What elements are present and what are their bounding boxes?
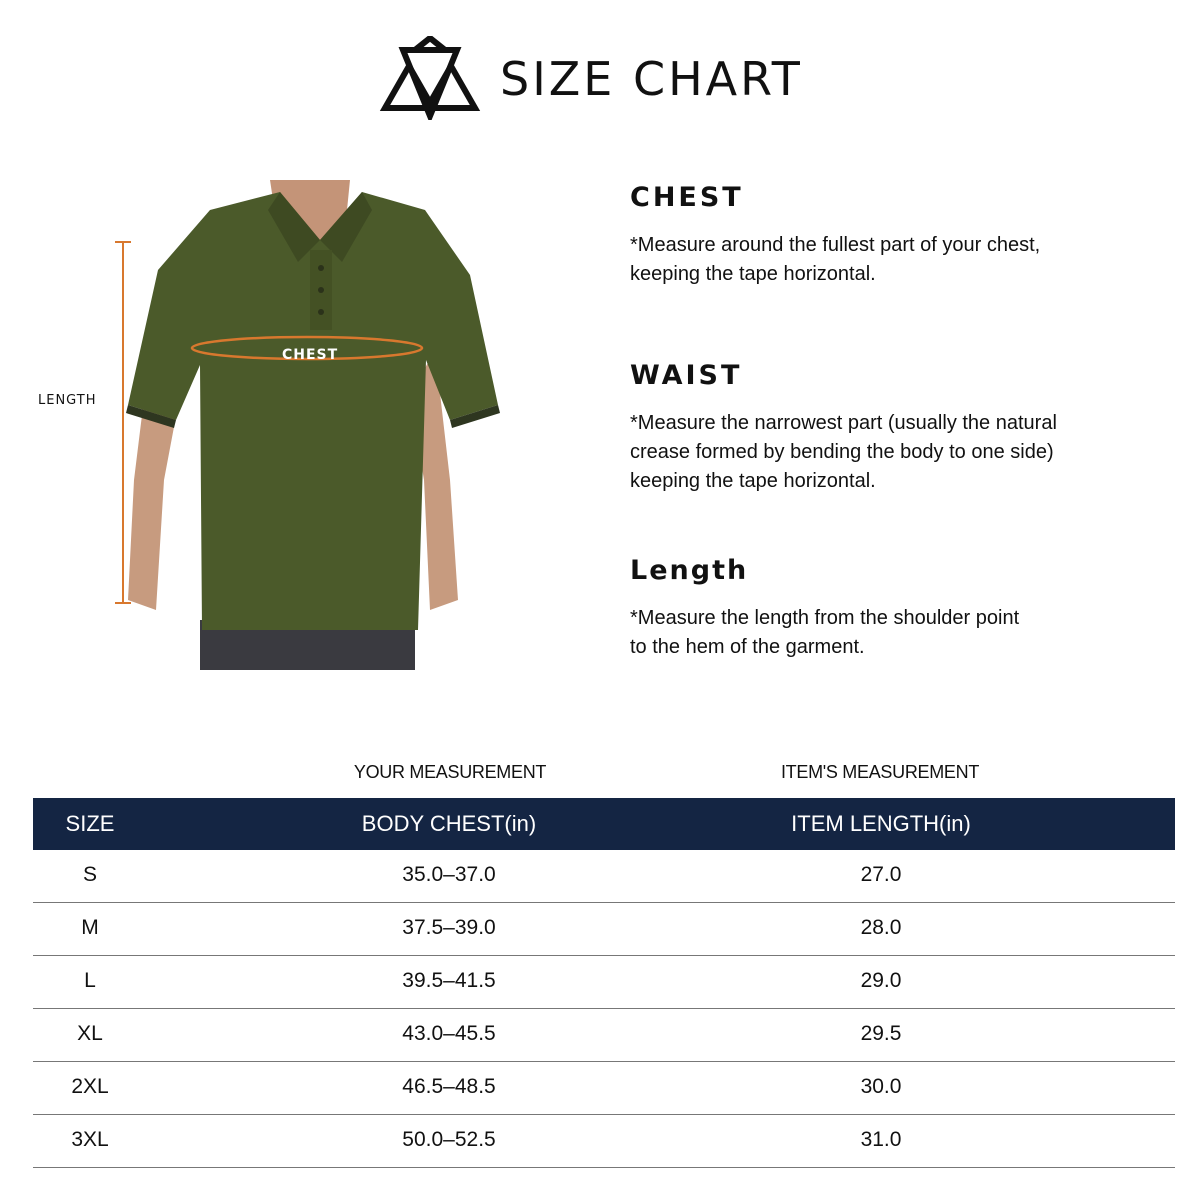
table-row xyxy=(33,956,1175,1009)
column-header-size: SIZE xyxy=(65,811,115,836)
size-cell: XL xyxy=(77,1022,103,1045)
body-chest-cell: 46.5–48.5 xyxy=(402,1075,496,1098)
chest-label: CHEST xyxy=(282,347,339,363)
header xyxy=(0,30,1200,130)
size-cell: 3XL xyxy=(71,1128,109,1151)
waist-text: *Measure the narrowest part (usually the natural crease formed by bending the body to one side) keeping the tape horizontal. xyxy=(630,412,1057,492)
body-chest-cell: 39.5–41.5 xyxy=(402,969,496,992)
item-length-cell: 29.5 xyxy=(860,1022,902,1045)
table-row xyxy=(33,903,1175,956)
column-header-body-chest: BODY CHEST(in) xyxy=(361,811,537,836)
item-length-cell: 31.0 xyxy=(860,1128,902,1151)
waist-heading: WAIST xyxy=(630,360,743,391)
length-heading: Length xyxy=(630,555,749,586)
chest-description xyxy=(630,182,1170,289)
size-table xyxy=(33,798,1175,1168)
body-chest-cell: 37.5–39.0 xyxy=(402,916,496,939)
item-length-cell: 29.0 xyxy=(860,969,902,992)
table-row xyxy=(33,1009,1175,1062)
size-cell: L xyxy=(84,969,96,992)
body-chest-cell: 43.0–45.5 xyxy=(402,1022,496,1045)
item-length-cell: 28.0 xyxy=(860,916,902,939)
item-measurement-label: ITEM'S MEASUREMENT xyxy=(780,762,980,782)
triangle-mountain-logo-icon xyxy=(375,36,485,120)
waist-description xyxy=(630,360,1170,496)
table-row xyxy=(33,850,1175,903)
body-chest-cell: 35.0–37.0 xyxy=(402,863,496,886)
chest-heading: CHEST xyxy=(630,182,744,213)
your-measurement-label: YOUR MEASUREMENT xyxy=(353,762,547,782)
item-length-cell: 27.0 xyxy=(860,863,902,886)
table-group-labels xyxy=(0,762,1200,788)
size-cell: 2XL xyxy=(71,1075,109,1098)
column-header-item-length: ITEM LENGTH(in) xyxy=(791,811,971,836)
size-cell: S xyxy=(82,863,98,886)
body-chest-cell: 50.0–52.5 xyxy=(402,1128,496,1151)
chest-text: *Measure around the fullest part of your chest, keeping the tape horizontal. xyxy=(630,234,1041,285)
table-row xyxy=(33,1062,1175,1115)
length-text: *Measure the length from the shoulder point to the hem of the garment. xyxy=(630,607,1020,658)
shirt-image xyxy=(30,180,560,670)
page-title: SIZE CHART xyxy=(500,52,803,106)
table-header xyxy=(33,798,1175,850)
table-row xyxy=(33,1115,1175,1168)
length-label: LENGTH xyxy=(38,393,97,408)
length-description xyxy=(630,555,1170,662)
item-length-cell: 30.0 xyxy=(860,1075,902,1098)
size-cell: M xyxy=(81,916,99,939)
shirt-illustration xyxy=(30,180,560,670)
